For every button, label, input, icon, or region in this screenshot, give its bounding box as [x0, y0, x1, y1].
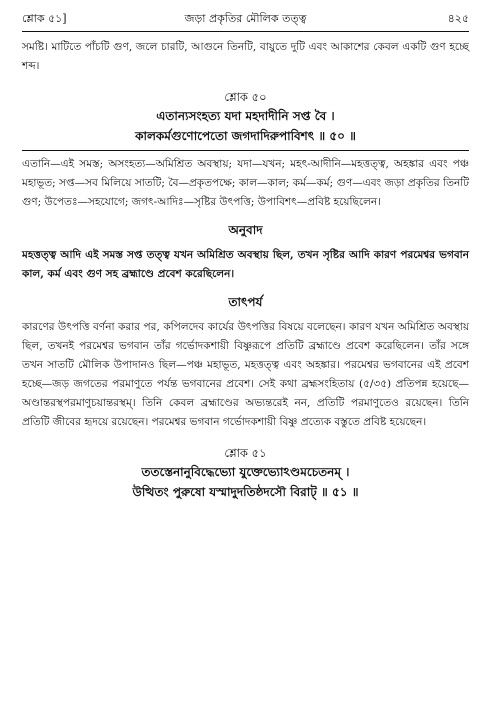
verse-51-title: শ্লোক ৫১ [224, 446, 267, 460]
translation-heading: অনুবাদ [228, 223, 263, 237]
page-content [22, 38, 469, 502]
verse-51-line-1: ততস্তেনানুবিদ্ধেভ্যো যুক্তেভ্যোঽণ্ডমচেতনম্ । [141, 465, 350, 479]
purport-heading: তাৎপর্য [228, 295, 263, 309]
verse-50-synonyms: এতানি—এই সমস্ত; অসংহত্য—অমিশ্রিত অবস্থায়; যদা—যখন; মহৎ-আদীনি—মহত্তত্ত্ব, অহঙ্কার এবং পঞ্চ মহাভূত; সপ্ত—সব মিলিয়ে সাতটি; বৈ—প্রকৃতপক্ষে; কাল—কাল; কর্ম—কর্ম; গুণ—এবং জড়া প্রকৃতির তিনটি গুণ; উপেতঃ—সহযোগে; জগৎ-আদিঃ—সৃষ্টির উৎপত্তি; উপাবিশৎ—প্রবিষ্ট হয়েছিলেন। [22, 158, 469, 208]
purport-paragraph: কারণের উৎপত্তি বর্ণনা করার পর, কপিলদেব কার্যের উৎপত্তির বিষয়ে বলেছেন। কারণ যখন অমিশ্রিত অবস্থায় ছিল, তখনই পরমেশ্বর ভগবান তাঁর গর্ভোদকশায়ী বিষ্ণুরূপে প্রতিটি ব্রহ্মাণ্ডে প্রবেশ করেছিলেন। তাঁর সঙ্গে তখন সাতটি মৌলিক উপাদানও ছিল—পঞ্চ মহাভূত, মহত্তত্ত্ব এবং অহঙ্কার। পরমেশ্বর ভগবানের এই প্রবেশ হচ্ছে—জড় জগতের পরমাণুতে পর্যন্ত ভগবানের প্রবেশ। সেই কথা ব্রহ্মসংহিতায় (৫/৩৫) প্রতিপন্ন হয়েছে—অণ্ডান্তরস্থপরমাণুচয়ান্তরস্থম্। তিনি কেবল ব্রহ্মাণ্ডের অভ্যন্তরেই নন, প্রতিটি পরমাণুতেও রয়েছেন। তিনি প্রতিটি জীবের হৃদয়ে রয়েছেন। পরমেশ্বর ভগবান গর্ভোদকশায়ী বিষ্ণু প্রত্যেক বস্তুতে প্রবিষ্ট হয়েছেন। [22, 321, 469, 428]
verse-51-line-2: উত্থিতং পুরুষো যস্মাদুদতিষ্ঠদসৌ বিরাট্ ॥ ৫১ ॥ [132, 485, 359, 499]
header-page-number: ৪২৫ [447, 12, 469, 25]
header-chapter-title: জড়া প্রকৃতির মৌলিক তত্ত্ব [184, 12, 307, 25]
verse-50-title: শ্লোক ৫০ [224, 90, 267, 104]
header-rule [22, 31, 469, 32]
verse-50-line-2: কালকর্মগুণোপেতো জগদাদিরুপাবিশৎ ॥ ৫০ ॥ [135, 129, 356, 143]
verse-50-rule [22, 150, 469, 151]
verse-50-line-1: এতান্যসংহত্য যদা মহদাদীনি সপ্ত বৈ । [156, 109, 335, 123]
intro-paragraph: সমষ্টি। মাটিতে পাঁচটি গুণ, জলে চারটি, আগুনে তিনটি, বায়ুতে দুটি এবং আকাশের কেবল একটি গুণ হচ্ছে শব্দ। [22, 41, 469, 72]
page-header [22, 10, 469, 32]
translation-paragraph: মহত্তত্ত্ব আদি এই সমস্ত সপ্ত তত্ত্ব যখন অমিশ্রিত অবস্থায় ছিল, তখন সৃষ্টির আদি কারণ পরমেশ্বর ভগবান কাল, কর্ম এবং গুণ সহ ব্রহ্মাণ্ডে প্রবেশ করেছিলেন। [22, 249, 469, 280]
header-verse-ref: শ্লোক ৫১] [22, 12, 67, 25]
